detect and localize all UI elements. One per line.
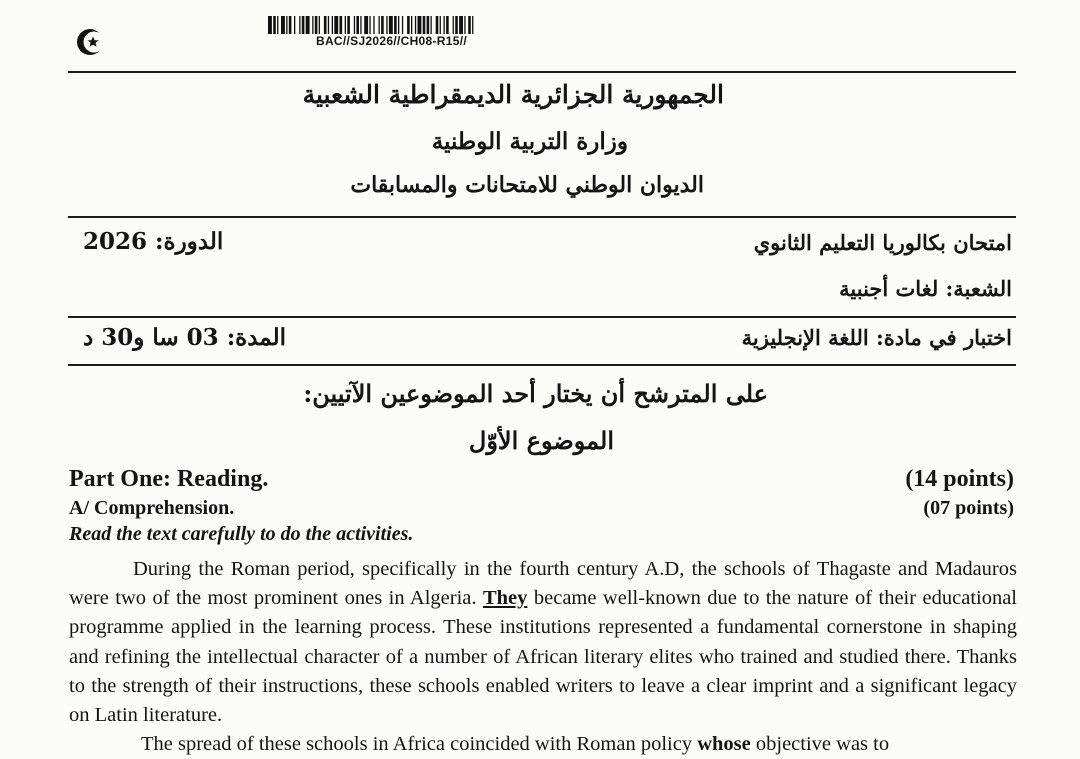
barcode-bar: [394, 16, 397, 34]
barcode-bar: [369, 16, 370, 34]
office-title: الديوان الوطني للامتحانات والمسابقات: [350, 172, 704, 198]
exam-session: الدورة: 2026: [83, 228, 224, 255]
barcode-bar: [446, 16, 449, 34]
barcode-bar: [306, 16, 310, 34]
barcode-bar: [459, 16, 463, 34]
barcode-bar: [354, 16, 355, 34]
ministry-title: وزارة التربية الوطنية: [431, 128, 628, 155]
exam-title: امتحان بكالوريا التعليم الثانوي: [753, 230, 1012, 255]
barcode-bar: [468, 16, 471, 34]
topic-title: الموضوع الأوّل: [468, 426, 614, 455]
barcode-bar: [299, 16, 300, 34]
crescent-star-logo-icon: [74, 26, 108, 58]
top-divider: [68, 71, 1016, 73]
paragraph-2-rest: objective was to: [755, 733, 890, 755]
barcode-bar: [286, 16, 287, 34]
exam-code: BAC//SJ2026//CH08-R15//: [316, 34, 467, 48]
barcode-bar: [281, 16, 285, 34]
barcode-bar: [436, 16, 439, 34]
barcode-bar: [407, 16, 410, 34]
barcode-bar: [464, 16, 465, 34]
barcode-bar: [427, 16, 430, 34]
republic-title: الجمهورية الجزائرية الديمقراطية الشعبية: [302, 80, 724, 109]
subject-divider: [68, 364, 1016, 366]
barcode-bar: [312, 16, 313, 34]
section-title: A/ Comprehension.: [69, 497, 235, 519]
exam-stream: الشعبة: لغات أجنبية: [839, 276, 1012, 301]
barcode-bar: [319, 16, 320, 34]
barcode-bar: [356, 16, 359, 34]
paragraph-2-start: The spread of these schools in Africa coincided with Roman policy: [141, 733, 693, 755]
barcode-bar: [389, 16, 393, 34]
part-title: Part One: Reading.: [69, 466, 269, 492]
barcode-bar: [415, 16, 416, 34]
paragraph-1-start: During the Roman period, specifically in the fourth century A.D, the schools of Thagaste and Madauros were two of the most prominent ones in Algeria.: [69, 558, 1017, 610]
barcode-bar: [364, 16, 368, 34]
choice-instruction: على المترشح أن يختار أحد الموضوعين الآتيين:: [303, 379, 768, 408]
reading-direction: Read the text carefully to do the activities.: [69, 523, 414, 545]
header-divider: [68, 216, 1016, 218]
text-paragraph-1: [69, 555, 1017, 730]
barcode-bar: [324, 16, 327, 34]
barcode-bar: [398, 16, 399, 34]
barcode-bar: [411, 16, 412, 34]
barcode-bar: [418, 16, 422, 34]
barcode-bar: [315, 16, 318, 34]
paragraph-1-rest: became well-known due to the nature of their educational programme applied in the learning process. These institutions represented a fundamental cornerstone in shaping and refining the intellectual character of a number of African literary elites who trained and studied there. Thanks to the strength of their instructions, these schools enabled writers to leave a clear imprint and a significant legacy on Latin literature.: [69, 587, 1018, 727]
barcode-bar: [332, 16, 333, 34]
barcode-bar: [360, 16, 361, 34]
barcode-bar: [268, 16, 272, 34]
exam-duration: المدة: 03 سا و30 د: [83, 324, 287, 351]
barcode-bar: [402, 16, 403, 34]
text-paragraph-2: [69, 730, 1017, 759]
barcode-bar: [440, 16, 441, 34]
barcode-bar: [444, 16, 445, 34]
barcode-bar: [455, 16, 458, 34]
barcode-bar: [472, 16, 473, 34]
barcode-bar: [373, 16, 374, 34]
barcode-bar: [386, 16, 387, 34]
barcode-bar: [379, 16, 380, 34]
info-divider: [68, 316, 1016, 318]
part-points: (14 points): [905, 466, 1014, 492]
barcode-bar: [453, 16, 454, 34]
exam-subject: اختبار في مادة: اللغة الإنجليزية: [741, 325, 1012, 350]
barcode-bar: [431, 16, 432, 34]
barcode-bar: [347, 16, 350, 34]
barcode-icon: [268, 16, 558, 34]
barcode-bar: [340, 16, 343, 34]
barcode-bar: [273, 16, 276, 34]
referent-word-whose: whose: [697, 733, 751, 755]
barcode-bar: [277, 16, 278, 34]
barcode-bar: [334, 16, 338, 34]
barcode-bar: [302, 16, 305, 34]
barcode-bar: [345, 16, 346, 34]
referent-word-they: They: [482, 587, 528, 610]
barcode-bar: [381, 16, 384, 34]
barcode-bar: [328, 16, 329, 34]
barcode-bar: [294, 16, 295, 34]
section-points: (07 points): [923, 497, 1014, 519]
barcode-bar: [289, 16, 292, 34]
barcode-bar: [423, 16, 426, 34]
